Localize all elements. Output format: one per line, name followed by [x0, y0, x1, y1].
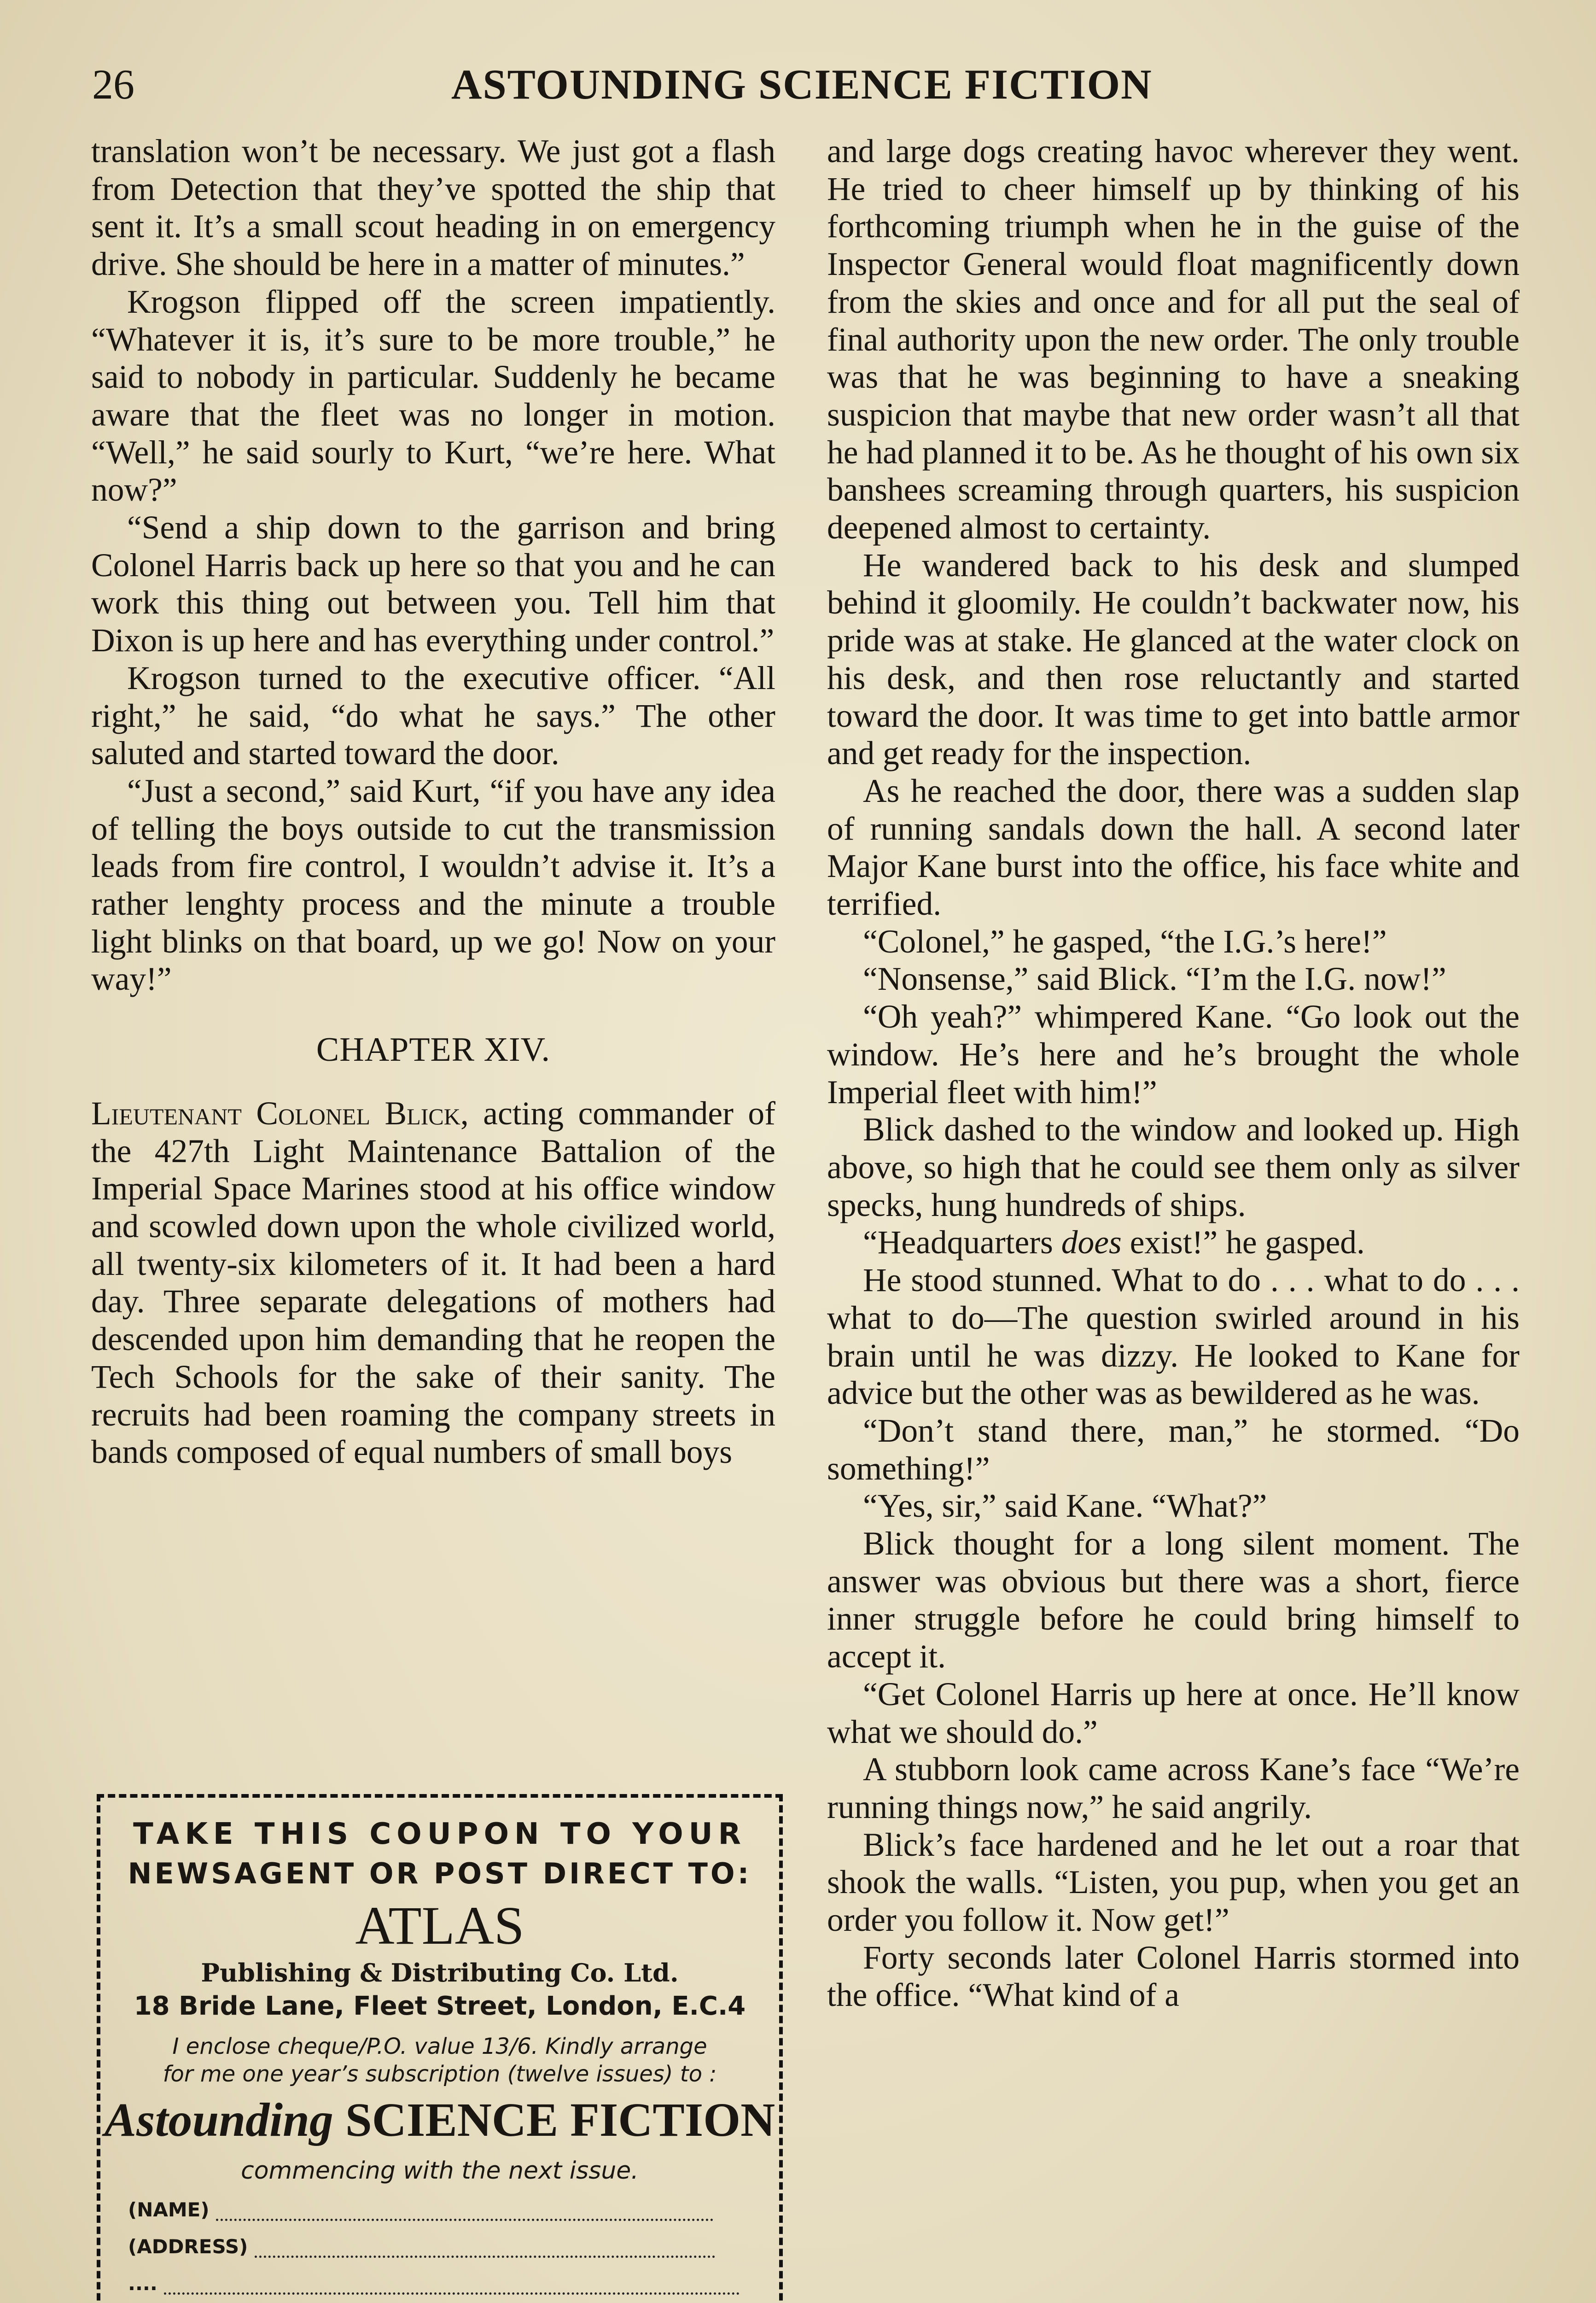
hq-text-end: exist!” he gasped. — [1121, 1224, 1365, 1261]
chapter-lead-in: Lieutenant Colonel Blick, — [91, 1095, 469, 1132]
story-paragraph: Blick’s face hardened and he let out a roar that shook the walls. “Listen, you pup, when you get an order you follow it. Now get!” — [827, 1826, 1520, 1939]
coupon-address-line[interactable] — [255, 2242, 715, 2258]
coupon-extra-field[interactable] — [128, 2272, 761, 2295]
story-paragraph: Blick dashed to the window and looked up. High above, so high that he could see them only as silver specks, hung hundreds of ships. — [827, 1111, 1520, 1223]
story-paragraph: “Send a ship down to the garrison and bring Colonel Harris back up here so that you and he can work this thing out between you. Tell him that Dixon is up here and has everything under control.” — [91, 509, 775, 659]
coupon-extra-line[interactable] — [164, 2279, 740, 2295]
story-paragraph: Krogson turned to the executive officer. “All right,” he said, “do what he says.” The other saluted and started toward the door. — [91, 660, 775, 772]
coupon-address-label: (ADDRESS) — [128, 2235, 248, 2258]
story-paragraph: He wandered back to his desk and slumped behind it gloomily. He couldn’t backwater now, his pride was at stake. He glanced at the water clock on his desk, and then rose reluctantly and started toward the door. It was time to get into battle armor and get ready for the inspection. — [827, 547, 1520, 772]
story-paragraph: Krogson flipped off the screen impatiently. “Whatever it is, it’s sure to be more trouble,” he said to nobody in particular. Suddenly he became aware that the fleet was no longer in motion. “Well,” he said sourly to Kurt, “we’re here. What now?” — [91, 283, 775, 509]
coupon-publisher: Publishing & Distributing Co. Ltd. — [201, 1958, 679, 1987]
story-paragraph: Blick thought for a long silent moment. The answer was obvious but there was a short, fierce inner struggle before he could bring himself to accept it. — [827, 1526, 1520, 1675]
coupon-name-label: (NAME) — [128, 2198, 210, 2221]
story-paragraph: “Oh yeah?” whimpered Kane. “Go look out the window. He’s here and he’s brought the whole Imperial fleet with him!” — [827, 999, 1520, 1111]
chapter-opening-text: acting commander of the 427th Light Maintenance Battalion of the Imperial Space Marines stood at his office window and scowled down upon the whole civilized world, all twenty-six kilometers of it. It had been a hard day. Three separate delegations of mothers had descended upon him demanding that he reopen the Tech Schools for the sake of their sanity. The recruits had been roaming the company streets in bands composed of equal numbers of small boys — [91, 1095, 775, 1471]
coupon-name-field[interactable] — [128, 2198, 761, 2221]
page-header — [92, 60, 1504, 111]
page-number: 26 — [92, 61, 134, 108]
coupon-extra-label: .... — [128, 2272, 157, 2295]
story-paragraph: “Nonsense,” said Blick. “I’m the I.G. now!” — [863, 961, 1446, 998]
chapter-heading: CHAPTER XIV. — [316, 1031, 551, 1069]
story-paragraph: He stood stunned. What to do . . . what to do . . . what to do—The question swirled around in his brain until he was dizzy. He looked to Kane for advice but the other was as bewildered as he was. — [827, 1262, 1520, 1412]
story-paragraph: “Yes, sir,” said Kane. “What?” — [863, 1488, 1267, 1525]
hq-text-start: “Headquarters — [863, 1224, 1061, 1261]
story-paragraph: Forty seconds later Colonel Harris stormed into the office. “What kind of a — [827, 1939, 1520, 2014]
coupon-company-name: ATLAS — [355, 1895, 524, 1956]
coupon-name-line[interactable] — [216, 2205, 713, 2221]
story-paragraph: A stubborn look came across Kane’s face “We’re running things now,” he said angrily. — [827, 1751, 1520, 1825]
coupon-address: 18 Bride Lane, Fleet Street, London, E.C.4 — [134, 1991, 746, 2021]
hq-emphasis: does — [1061, 1224, 1122, 1261]
story-paragraph: and large dogs creating havoc wherever they went. He tried to cheer himself up by thinking of his forthcoming triumph when he in the guise of the Inspector General would float magnificently down from the skies and once and for all put the seal of final authority upon the new order. The only trouble was that he was beginning to have a sneaking suspicion that maybe that new order wasn’t all that he had planned it to be. As he thought of his own six banshees screaming through quarters, his suspicion deepened almost to certainty. — [827, 133, 1520, 546]
coupon-magazine-title — [100, 2093, 779, 2147]
story-paragraph: “Just a second,” said Kurt, “if you have any idea of telling the boys outside to cut the transmission leads from fire control, I wouldn’t advise it. It’s a rather lenghty process and the minute a trouble light blinks on that board, up we go! Now on your way!” — [91, 772, 775, 998]
story-paragraph: translation won’t be necessary. We just got a flash from Detection that they’ve spotted the ship that sent it. It’s a small scout heading in on emergency drive. She should be here in a matter of minutes.” — [91, 133, 775, 283]
story-paragraph — [827, 1224, 1520, 1262]
coupon-enclose-line-2: for me one year’s subscription (twelve issues) to : — [163, 2061, 717, 2087]
coupon-heading-line-2: NEWSAGENT OR POST DIRECT TO: — [128, 1857, 752, 1890]
coupon-commencing: commencing with the next issue. — [241, 2157, 639, 2185]
coupon-heading-line-1: TAKE THIS COUPON TO YOUR — [133, 1817, 746, 1851]
running-title: ASTOUNDING SCIENCE FICTION — [451, 61, 1153, 108]
coupon-address-field[interactable] — [128, 2235, 761, 2258]
story-paragraph: “Don’t stand there, man,” he stormed. “Do something!” — [827, 1412, 1520, 1487]
coupon-magazine-rest: SCIENCE FICTION — [333, 2093, 775, 2146]
story-paragraph: As he reached the door, there was a sudden slap of running sandals down the hall. A second later Major Kane burst into the office, his face white and terrified. — [827, 772, 1520, 923]
subscription-coupon — [97, 1794, 783, 2303]
story-paragraph: “Get Colonel Harris up here at once. He’ll know what we should do.” — [827, 1676, 1520, 1750]
story-paragraph: “Colonel,” he gasped, “the I.G.’s here!” — [863, 923, 1387, 960]
chapter-opening-paragraph — [91, 1095, 775, 1471]
left-column — [91, 133, 775, 1471]
right-column — [827, 133, 1520, 2014]
coupon-enclose-line-1: I enclose cheque/P.O. value 13/6. Kindly arrange — [172, 2034, 707, 2059]
coupon-magazine-script: Astounding — [104, 2093, 333, 2146]
